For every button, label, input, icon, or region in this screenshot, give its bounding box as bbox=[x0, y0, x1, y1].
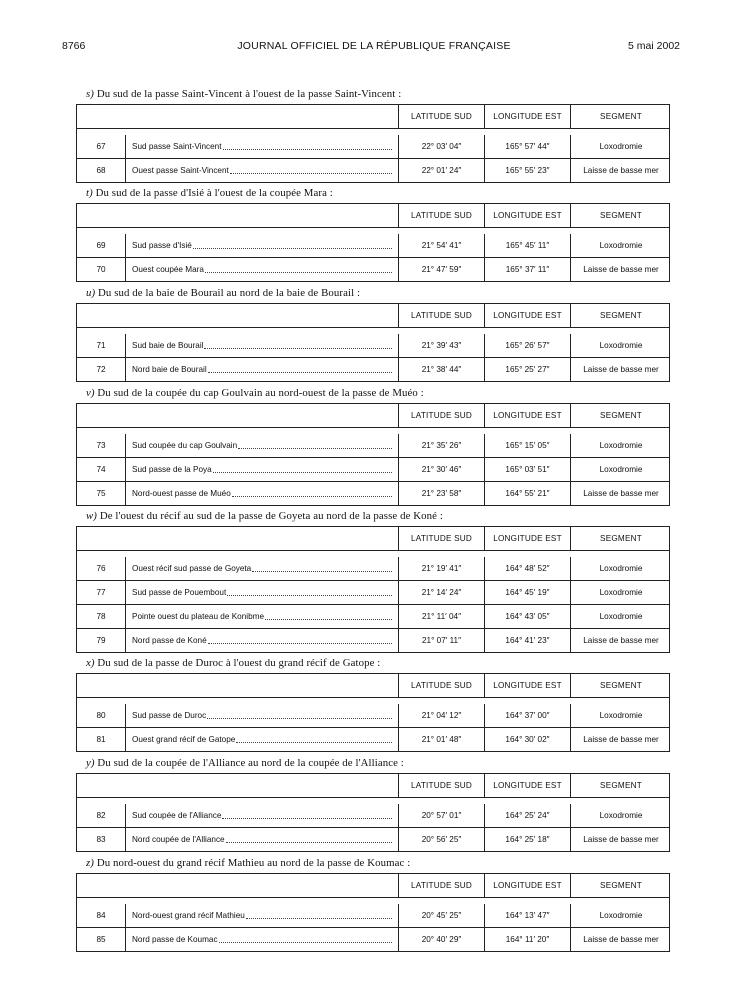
dotted-leader bbox=[252, 571, 392, 572]
table-row bbox=[77, 482, 669, 505]
segment-header: SEGMENT bbox=[570, 674, 671, 697]
point-number: 85 bbox=[96, 935, 106, 944]
dotted-leader bbox=[227, 595, 392, 596]
segment-value: Loxodromie bbox=[570, 557, 671, 580]
longitude-value: 164° 30′ 02″ bbox=[484, 728, 570, 751]
longitude-header: LONGITUDE EST bbox=[484, 204, 570, 227]
section-title: De l'ouest du récif au sud de la passe de Goyeta au nord de la passe de Koné : bbox=[99, 510, 443, 522]
longitude-header: LONGITUDE EST bbox=[484, 304, 570, 327]
header-blank-cell bbox=[77, 304, 398, 327]
latitude-value: 20° 56′ 25″ bbox=[398, 828, 484, 851]
section-heading bbox=[86, 287, 360, 299]
longitude-value: 164° 48′ 52″ bbox=[484, 557, 570, 580]
header-blank-cell bbox=[77, 674, 398, 697]
table-row bbox=[77, 828, 669, 851]
segment-value: Loxodromie bbox=[570, 434, 671, 457]
table-row bbox=[77, 704, 669, 728]
point-name: Pointe ouest du plateau de Konibme bbox=[132, 612, 265, 621]
longitude-value: 164° 11′ 20″ bbox=[484, 928, 570, 951]
latitude-value: 22° 01′ 24″ bbox=[398, 159, 484, 182]
table-header-row bbox=[77, 774, 669, 798]
point-name-cell bbox=[125, 458, 398, 481]
dotted-leader bbox=[207, 718, 392, 719]
segment-header: SEGMENT bbox=[570, 105, 671, 128]
coordinates-table bbox=[76, 873, 670, 952]
segment-value: Loxodromie bbox=[570, 581, 671, 604]
segment-value: Loxodromie bbox=[570, 605, 671, 628]
point-name-cell bbox=[125, 234, 398, 257]
longitude-value: 164° 25′ 24″ bbox=[484, 804, 570, 827]
latitude-header: LATITUDE SUD bbox=[398, 404, 484, 427]
point-number: 79 bbox=[96, 636, 106, 645]
point-name-cell bbox=[125, 135, 398, 158]
segment-header: SEGMENT bbox=[570, 304, 671, 327]
table-row bbox=[77, 804, 669, 828]
coordinates-table bbox=[76, 773, 670, 852]
table-header-row bbox=[77, 674, 669, 698]
point-number: 82 bbox=[96, 811, 106, 820]
segment-value: Laisse de basse mer bbox=[570, 928, 671, 951]
point-name: Sud baie de Bourail bbox=[132, 341, 204, 350]
point-name-cell bbox=[125, 828, 398, 851]
section-heading bbox=[86, 187, 333, 199]
table-header-row bbox=[77, 874, 669, 898]
point-name: Nord baie de Bourail bbox=[132, 365, 207, 374]
latitude-value: 21° 39′ 43″ bbox=[398, 334, 484, 357]
point-name: Sud passe de Pouembout bbox=[132, 588, 227, 597]
table-row bbox=[77, 258, 669, 281]
longitude-value: 165° 57′ 44″ bbox=[484, 135, 570, 158]
point-name-cell bbox=[125, 581, 398, 604]
point-name-cell bbox=[125, 928, 398, 951]
point-name: Sud passe Saint-Vincent bbox=[132, 142, 222, 151]
page-number: 8766 bbox=[62, 40, 86, 52]
section-title: Du sud de la coupée du cap Goulvain au nord-ouest de la passe de Muéo : bbox=[97, 387, 424, 399]
latitude-header: LATITUDE SUD bbox=[398, 774, 484, 797]
journal-title: JOURNAL OFFICIEL DE LA RÉPUBLIQUE FRANÇAISE bbox=[237, 40, 511, 52]
segment-value: Loxodromie bbox=[570, 135, 671, 158]
latitude-value: 21° 04′ 12″ bbox=[398, 704, 484, 727]
segment-value: Laisse de basse mer bbox=[570, 828, 671, 851]
latitude-value: 21° 47′ 59″ bbox=[398, 258, 484, 281]
point-number: 69 bbox=[96, 241, 106, 250]
point-name-cell bbox=[125, 804, 398, 827]
point-number: 77 bbox=[96, 588, 106, 597]
point-name-cell bbox=[125, 159, 398, 182]
latitude-header: LATITUDE SUD bbox=[398, 874, 484, 897]
latitude-value: 21° 11′ 04″ bbox=[398, 605, 484, 628]
point-number: 74 bbox=[96, 465, 106, 474]
dotted-leader bbox=[193, 248, 392, 249]
table-header-row bbox=[77, 204, 669, 228]
longitude-value: 165° 45′ 11″ bbox=[484, 234, 570, 257]
section-title: Du sud de la passe d'Isié à l'ouest de la coupée Mara : bbox=[95, 187, 333, 199]
point-number: 67 bbox=[96, 142, 106, 151]
section-letter: z) bbox=[86, 857, 94, 869]
latitude-value: 21° 01′ 48″ bbox=[398, 728, 484, 751]
point-name: Ouest passe Saint-Vincent bbox=[132, 166, 229, 175]
point-name-cell bbox=[125, 704, 398, 727]
longitude-header: LONGITUDE EST bbox=[484, 527, 570, 550]
point-name-cell bbox=[125, 434, 398, 457]
section-title: Du sud de la passe Saint-Vincent à l'ouest de la passe Saint-Vincent : bbox=[96, 88, 402, 100]
point-name: Ouest coupée Mara bbox=[132, 265, 204, 274]
latitude-header: LATITUDE SUD bbox=[398, 304, 484, 327]
dotted-leader bbox=[219, 942, 392, 943]
table-header-row bbox=[77, 527, 669, 551]
point-number: 72 bbox=[96, 365, 106, 374]
table-row bbox=[77, 629, 669, 652]
longitude-value: 164° 37′ 00″ bbox=[484, 704, 570, 727]
segment-value: Loxodromie bbox=[570, 234, 671, 257]
coordinates-table bbox=[76, 203, 670, 282]
point-name-cell bbox=[125, 557, 398, 580]
point-name: Nord passe de Koné bbox=[132, 636, 207, 645]
section-title: Du sud de la coupée de l'Alliance au nord de la coupée de l'Alliance : bbox=[97, 757, 404, 769]
segment-header: SEGMENT bbox=[570, 774, 671, 797]
table-row bbox=[77, 434, 669, 458]
point-name: Ouest récif sud passe de Goyeta bbox=[132, 564, 252, 573]
header-blank-cell bbox=[77, 105, 398, 128]
segment-value: Laisse de basse mer bbox=[570, 258, 671, 281]
segment-value: Loxodromie bbox=[570, 804, 671, 827]
header-blank-cell bbox=[77, 404, 398, 427]
longitude-value: 164° 55′ 21″ bbox=[484, 482, 570, 505]
dotted-leader bbox=[223, 149, 392, 150]
dotted-leader bbox=[205, 272, 392, 273]
point-number: 76 bbox=[96, 564, 106, 573]
table-row bbox=[77, 605, 669, 629]
segment-value: Laisse de basse mer bbox=[570, 482, 671, 505]
point-number: 83 bbox=[96, 835, 106, 844]
longitude-value: 164° 45′ 19″ bbox=[484, 581, 570, 604]
table-row bbox=[77, 334, 669, 358]
section-heading bbox=[86, 857, 410, 869]
point-number: 71 bbox=[96, 341, 106, 350]
point-name: Sud passe de Duroc bbox=[132, 711, 207, 720]
section-heading bbox=[86, 510, 443, 522]
publication-date: 5 mai 2002 bbox=[628, 40, 680, 52]
point-number: 75 bbox=[96, 489, 106, 498]
segment-value: Loxodromie bbox=[570, 704, 671, 727]
dotted-leader bbox=[246, 918, 392, 919]
table-row bbox=[77, 557, 669, 581]
longitude-header: LONGITUDE EST bbox=[484, 105, 570, 128]
coordinates-table bbox=[76, 673, 670, 752]
latitude-value: 22° 03′ 04″ bbox=[398, 135, 484, 158]
longitude-value: 164° 25′ 18″ bbox=[484, 828, 570, 851]
point-name-cell bbox=[125, 334, 398, 357]
table-header-row bbox=[77, 404, 669, 428]
point-name-cell bbox=[125, 482, 398, 505]
section-heading bbox=[86, 757, 404, 769]
point-name: Sud passe d'Isié bbox=[132, 241, 192, 250]
point-number: 68 bbox=[96, 166, 106, 175]
point-name-cell bbox=[125, 605, 398, 628]
latitude-header: LATITUDE SUD bbox=[398, 674, 484, 697]
point-name: Sud coupée du cap Goulvain bbox=[132, 441, 238, 450]
latitude-value: 20° 45′ 25″ bbox=[398, 904, 484, 927]
section-heading bbox=[86, 88, 401, 100]
point-name: Ouest grand récif de Gatope bbox=[132, 735, 236, 744]
point-name: Nord-ouest passe de Muéo bbox=[132, 489, 231, 498]
dotted-leader bbox=[236, 742, 392, 743]
latitude-header: LATITUDE SUD bbox=[398, 105, 484, 128]
table-row bbox=[77, 728, 669, 751]
segment-value: Laisse de basse mer bbox=[570, 728, 671, 751]
point-name-cell bbox=[125, 904, 398, 927]
point-name: Sud coupée de l'Alliance bbox=[132, 811, 222, 820]
segment-header: SEGMENT bbox=[570, 404, 671, 427]
dotted-leader bbox=[222, 818, 392, 819]
latitude-value: 21° 23′ 58″ bbox=[398, 482, 484, 505]
table-row bbox=[77, 458, 669, 482]
header-blank-cell bbox=[77, 204, 398, 227]
point-number: 80 bbox=[96, 711, 106, 720]
table-header-row bbox=[77, 105, 669, 129]
latitude-value: 21° 14′ 24″ bbox=[398, 581, 484, 604]
page-header bbox=[0, 40, 748, 56]
point-name-cell bbox=[125, 629, 398, 652]
latitude-value: 21° 54′ 41″ bbox=[398, 234, 484, 257]
point-name-cell bbox=[125, 358, 398, 381]
section-letter: s) bbox=[86, 88, 94, 100]
segment-value: Loxodromie bbox=[570, 458, 671, 481]
header-blank-cell bbox=[77, 527, 398, 550]
latitude-value: 20° 40′ 29″ bbox=[398, 928, 484, 951]
longitude-value: 165° 03′ 51″ bbox=[484, 458, 570, 481]
section-letter: v) bbox=[86, 387, 95, 399]
table-row bbox=[77, 135, 669, 159]
point-number: 81 bbox=[96, 735, 106, 744]
table-row bbox=[77, 234, 669, 258]
latitude-value: 21° 38′ 44″ bbox=[398, 358, 484, 381]
point-name-cell bbox=[125, 728, 398, 751]
longitude-value: 164° 43′ 05″ bbox=[484, 605, 570, 628]
section-letter: y) bbox=[86, 757, 95, 769]
coordinates-table bbox=[76, 526, 670, 653]
header-blank-cell bbox=[77, 874, 398, 897]
coordinates-table bbox=[76, 303, 670, 382]
section-title: Du sud de la passe de Duroc à l'ouest du grand récif de Gatope : bbox=[97, 657, 381, 669]
section-heading bbox=[86, 387, 424, 399]
point-number: 70 bbox=[96, 265, 106, 274]
dotted-leader bbox=[208, 643, 392, 644]
section-letter: u) bbox=[86, 287, 96, 299]
table-header-row bbox=[77, 304, 669, 328]
longitude-value: 165° 26′ 57″ bbox=[484, 334, 570, 357]
latitude-value: 20° 57′ 01″ bbox=[398, 804, 484, 827]
header-blank-cell bbox=[77, 774, 398, 797]
latitude-value: 21° 19′ 41″ bbox=[398, 557, 484, 580]
dotted-leader bbox=[232, 496, 392, 497]
table-row bbox=[77, 358, 669, 381]
longitude-value: 165° 55′ 23″ bbox=[484, 159, 570, 182]
longitude-header: LONGITUDE EST bbox=[484, 674, 570, 697]
dotted-leader bbox=[208, 372, 392, 373]
segment-value: Loxodromie bbox=[570, 904, 671, 927]
section-letter: x) bbox=[86, 657, 95, 669]
section-heading bbox=[86, 657, 380, 669]
latitude-header: LATITUDE SUD bbox=[398, 204, 484, 227]
segment-header: SEGMENT bbox=[570, 204, 671, 227]
longitude-value: 165° 37′ 11″ bbox=[484, 258, 570, 281]
segment-header: SEGMENT bbox=[570, 527, 671, 550]
longitude-value: 165° 25′ 27″ bbox=[484, 358, 570, 381]
segment-header: SEGMENT bbox=[570, 874, 671, 897]
segment-value: Laisse de basse mer bbox=[570, 159, 671, 182]
longitude-header: LONGITUDE EST bbox=[484, 874, 570, 897]
segment-value: Laisse de basse mer bbox=[570, 629, 671, 652]
table-row bbox=[77, 159, 669, 182]
table-row bbox=[77, 581, 669, 605]
longitude-value: 164° 13′ 47″ bbox=[484, 904, 570, 927]
point-name: Nord coupée de l'Alliance bbox=[132, 835, 225, 844]
coordinates-table bbox=[76, 104, 670, 183]
table-row bbox=[77, 928, 669, 951]
point-number: 73 bbox=[96, 441, 106, 450]
section-title: Du sud de la baie de Bourail au nord de la baie de Bourail : bbox=[98, 287, 361, 299]
table-row bbox=[77, 904, 669, 928]
section-title: Du nord-ouest du grand récif Mathieu au nord de la passe de Koumac : bbox=[96, 857, 411, 869]
point-name: Nord-ouest grand récif Mathieu bbox=[132, 911, 245, 920]
point-name: Sud passe de la Poya bbox=[132, 465, 212, 474]
latitude-value: 21° 35′ 26″ bbox=[398, 434, 484, 457]
dotted-leader bbox=[204, 348, 392, 349]
longitude-header: LONGITUDE EST bbox=[484, 404, 570, 427]
segment-value: Loxodromie bbox=[570, 334, 671, 357]
longitude-header: LONGITUDE EST bbox=[484, 774, 570, 797]
dotted-leader bbox=[238, 448, 392, 449]
dotted-leader bbox=[230, 173, 392, 174]
longitude-value: 164° 41′ 23″ bbox=[484, 629, 570, 652]
coordinates-table bbox=[76, 403, 670, 506]
latitude-value: 21° 07′ 11″ bbox=[398, 629, 484, 652]
point-number: 78 bbox=[96, 612, 106, 621]
point-name-cell bbox=[125, 258, 398, 281]
latitude-header: LATITUDE SUD bbox=[398, 527, 484, 550]
point-name: Nord passe de Koumac bbox=[132, 935, 218, 944]
point-number: 84 bbox=[96, 911, 106, 920]
latitude-value: 21° 30′ 46″ bbox=[398, 458, 484, 481]
dotted-leader bbox=[213, 472, 392, 473]
section-letter: t) bbox=[86, 187, 93, 199]
dotted-leader bbox=[226, 842, 392, 843]
segment-value: Laisse de basse mer bbox=[570, 358, 671, 381]
dotted-leader bbox=[265, 619, 392, 620]
section-letter: w) bbox=[86, 510, 97, 522]
longitude-value: 165° 15′ 05″ bbox=[484, 434, 570, 457]
